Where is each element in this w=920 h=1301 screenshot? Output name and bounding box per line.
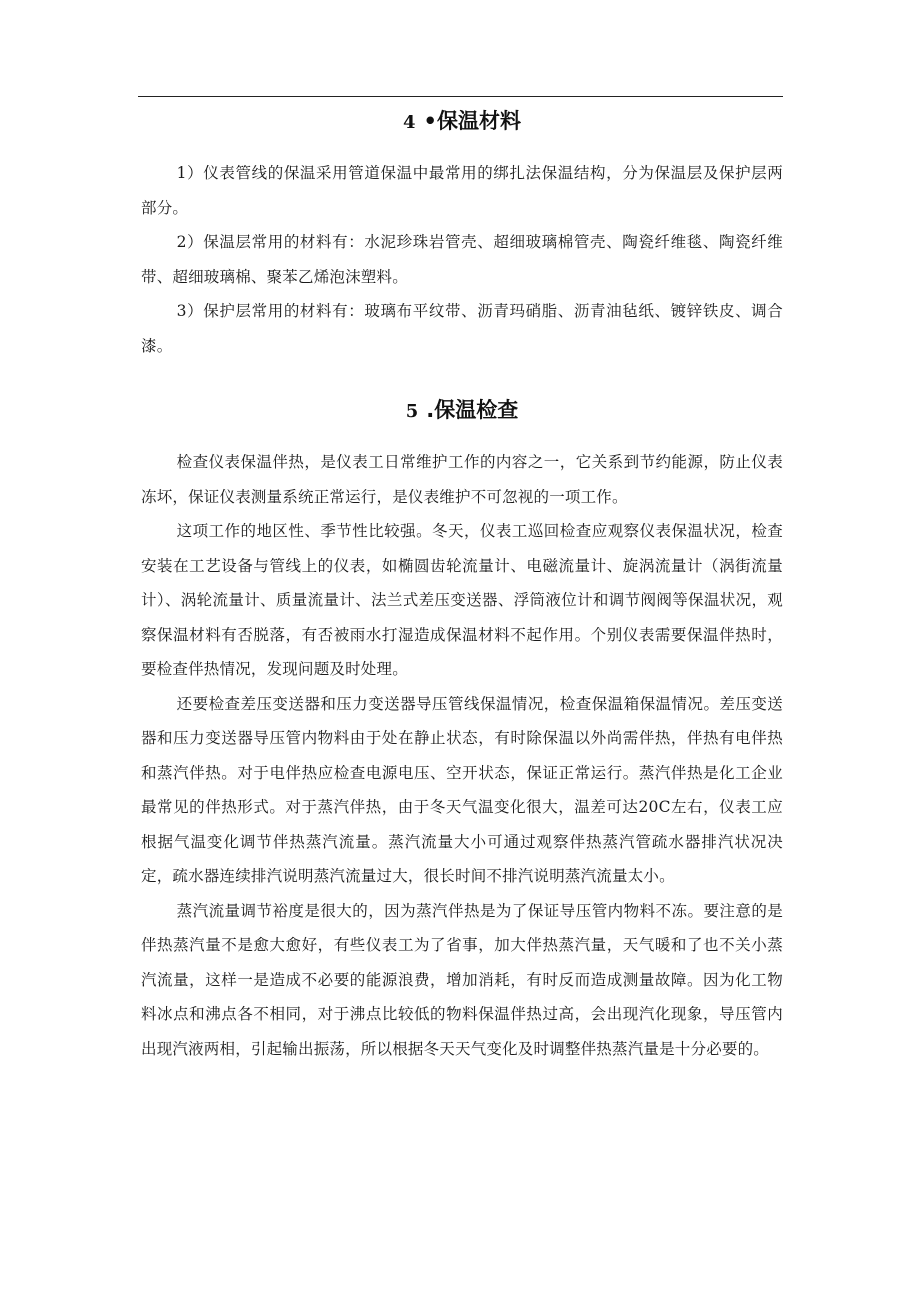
section-insulation-inspection bbox=[141, 391, 783, 1066]
section-title-text: 保温材料 bbox=[436, 109, 521, 133]
document-page bbox=[141, 102, 783, 1066]
section-insulation-materials bbox=[141, 102, 783, 363]
section-number: 5 bbox=[405, 401, 419, 422]
section-title-text: 保温检查 bbox=[434, 398, 519, 422]
section-marker: • bbox=[423, 109, 437, 133]
paragraph: 这项工作的地区性、季节性比较强。冬天，仪表工巡回检查应观察仪表保温状况，检查安装在工艺设备与管线上的仪表，如椭圆齿轮流量计、电磁流量计、旋涡流量计（涡街流量计）、涡轮流量计、质量流量计、法兰式差压变送器、浮筒液位计和调节阀阀等保温状况，观察保温材料有否脱落，有否被雨水打湿造成保温材料不起作用。个别仪表需要保温伴热时，要检查伴热情况，发现问题及时处理。 bbox=[141, 522, 783, 678]
section-heading bbox=[141, 391, 783, 429]
paragraph: 2）保温层常用的材料有：水泥珍珠岩管壳、超细玻璃棉管壳、陶瓷纤维毯、陶瓷纤维带、超细玻璃棉、聚苯乙烯泡沫塑料。 bbox=[141, 233, 783, 286]
paragraph: 检查仪表保温伴热，是仪表工日常维护工作的内容之一，它关系到节约能源，防止仪表冻坏，保证仪表测量系统正常运行，是仪表维护不可忽视的一项工作。 bbox=[141, 453, 783, 506]
header-rule bbox=[138, 96, 783, 97]
paragraph: 蒸汽流量调节裕度是很大的，因为蒸汽伴热是为了保证导压管内物料不冻。要注意的是伴热蒸汽量不是愈大愈好，有些仪表工为了省事，加大伴热蒸汽量，天气暖和了也不关小蒸汽流量，这样一是造成不必要的能源浪费，增加消耗，有时反而造成测量故障。因为化工物料冰点和沸点各不相同，对于沸点比较低的物料保温伴热过高，会出现汽化现象，导压管内出现汽液两相，引起输出振荡，所以根据冬天天气变化及时调整伴热蒸汽量是十分必要的。 bbox=[141, 901, 783, 1058]
paragraph: 还要检查差压变送器和压力变送器导压管线保温情况，检查保温箱保温情况。差压变送器和压力变送器导压管内物料由于处在静止状态，有时除保温以外尚需伴热，伴热有电伴热和蒸汽伴热。对于电伴热应检查电源电压、空开状态，保证正常运行。蒸汽伴热是化工企业最常见的伴热形式。对于蒸汽伴热，由于冬天气温变化很大，温差可达20C左右，仪表工应根据气温变化调节伴热蒸汽流量。蒸汽流量大小可通过观察伴热蒸汽管疏水器排汽状况决定，疏水器连续排汽说明蒸汽流量过大，很长时间不排汽说明蒸汽流量太小。 bbox=[141, 694, 783, 885]
paragraph: 1）仪表管线的保温采用管道保温中最常用的绑扎法保温结构，分为保温层及保护层两部分。 bbox=[141, 164, 783, 217]
paragraph: 3）保护层常用的材料有：玻璃布平纹带、沥青玛硝脂、沥青油毡纸、镀锌铁皮、调合漆。 bbox=[141, 302, 783, 355]
section-marker: . bbox=[426, 398, 435, 422]
section-number: 4 bbox=[403, 112, 416, 133]
section-heading bbox=[141, 102, 783, 140]
